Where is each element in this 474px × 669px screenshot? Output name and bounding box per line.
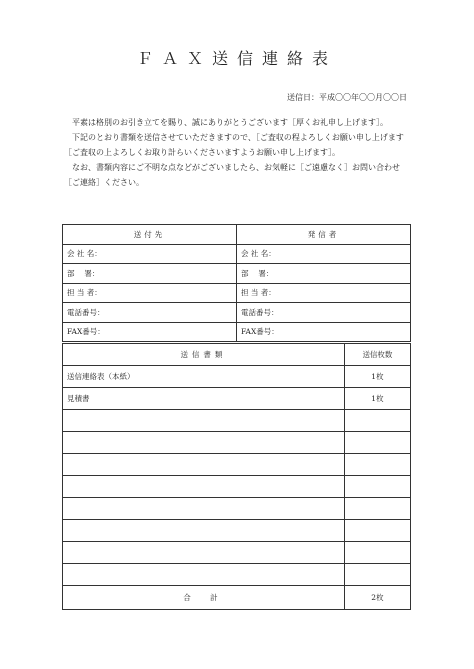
to-header: 送付先 bbox=[63, 225, 237, 245]
from-header: 発信者 bbox=[237, 225, 411, 245]
document-name-cell[interactable] bbox=[63, 476, 345, 498]
document-row bbox=[63, 476, 411, 498]
from-phone-field[interactable]: 電話番号： bbox=[237, 303, 411, 323]
document-name-cell[interactable] bbox=[63, 432, 345, 454]
contact-header-row bbox=[63, 225, 411, 245]
intro-paragraph-2: 下記のとおり書類を送信させていただきますので、［ご査収の程よろしくお願い申し上げます［ご査収の上よろしくお取り計らいくださいますようお願い申し上げます］。 bbox=[64, 133, 404, 157]
contact-table bbox=[62, 224, 411, 342]
document-title: ＦＡＸ送信連絡表 bbox=[136, 49, 337, 68]
contact-row bbox=[63, 264, 411, 284]
contact-row bbox=[63, 244, 411, 264]
document-count-cell[interactable]: 1枚 bbox=[344, 388, 410, 410]
document-count-cell[interactable] bbox=[344, 432, 410, 454]
to-person-field[interactable]: 担 当 者： bbox=[63, 283, 237, 303]
total-count[interactable]: 2枚 bbox=[344, 586, 410, 610]
document-name-cell[interactable] bbox=[63, 454, 345, 476]
document-row bbox=[63, 520, 411, 542]
document-row bbox=[63, 542, 411, 564]
document-count-cell[interactable]: 1枚 bbox=[344, 366, 410, 388]
document-row bbox=[63, 498, 411, 520]
document-count-cell[interactable] bbox=[344, 476, 410, 498]
document-name-cell[interactable]: 見積書 bbox=[63, 388, 345, 410]
to-fax-field[interactable]: FAX番号： bbox=[63, 322, 237, 342]
document-table bbox=[62, 343, 411, 610]
from-fax-field[interactable]: FAX番号： bbox=[237, 322, 411, 342]
document-row bbox=[63, 388, 411, 410]
document-row bbox=[63, 564, 411, 586]
total-label: 合 計 bbox=[63, 586, 345, 610]
from-company-field[interactable]: 会 社 名： bbox=[237, 244, 411, 264]
documents-header: 送信書類 bbox=[63, 344, 345, 366]
document-name-cell[interactable] bbox=[63, 542, 345, 564]
document-name-cell[interactable] bbox=[63, 564, 345, 586]
send-date: 送信日：平成〇〇年〇〇月〇〇日 bbox=[287, 93, 407, 102]
document-count-cell[interactable] bbox=[344, 454, 410, 476]
from-department-field[interactable]: 部 署： bbox=[237, 264, 411, 284]
document-name-cell[interactable] bbox=[63, 410, 345, 432]
document-name-cell[interactable]: 送信連絡表（本紙） bbox=[63, 366, 345, 388]
document-row bbox=[63, 410, 411, 432]
contact-row bbox=[63, 322, 411, 342]
document-row bbox=[63, 366, 411, 388]
from-person-field[interactable]: 担 当 者： bbox=[237, 283, 411, 303]
intro-paragraph-1: 平素は格別のお引き立てを賜り、誠にありがとうございます［厚くお礼申し上げます］。 bbox=[72, 118, 388, 127]
contact-row bbox=[63, 303, 411, 323]
document-row bbox=[63, 454, 411, 476]
to-department-field[interactable]: 部 署： bbox=[63, 264, 237, 284]
document-count-cell[interactable] bbox=[344, 410, 410, 432]
contact-row bbox=[63, 283, 411, 303]
to-company-field[interactable]: 会 社 名： bbox=[63, 244, 237, 264]
document-count-cell[interactable] bbox=[344, 520, 410, 542]
count-header: 送信枚数 bbox=[344, 344, 410, 366]
document-header-row bbox=[63, 344, 411, 366]
to-phone-field[interactable]: 電話番号： bbox=[63, 303, 237, 323]
document-count-cell[interactable] bbox=[344, 564, 410, 586]
document-name-cell[interactable] bbox=[63, 520, 345, 542]
intro-text bbox=[64, 115, 414, 190]
total-row bbox=[63, 586, 411, 610]
document-count-cell[interactable] bbox=[344, 498, 410, 520]
document-name-cell[interactable] bbox=[63, 498, 345, 520]
intro-paragraph-3: なお、書類内容にご不明な点などがございましたら、お気軽に［ご遠慮なく］お問い合わせ［ご連絡］ください。 bbox=[64, 163, 400, 187]
document-count-cell[interactable] bbox=[344, 542, 410, 564]
document-row bbox=[63, 432, 411, 454]
